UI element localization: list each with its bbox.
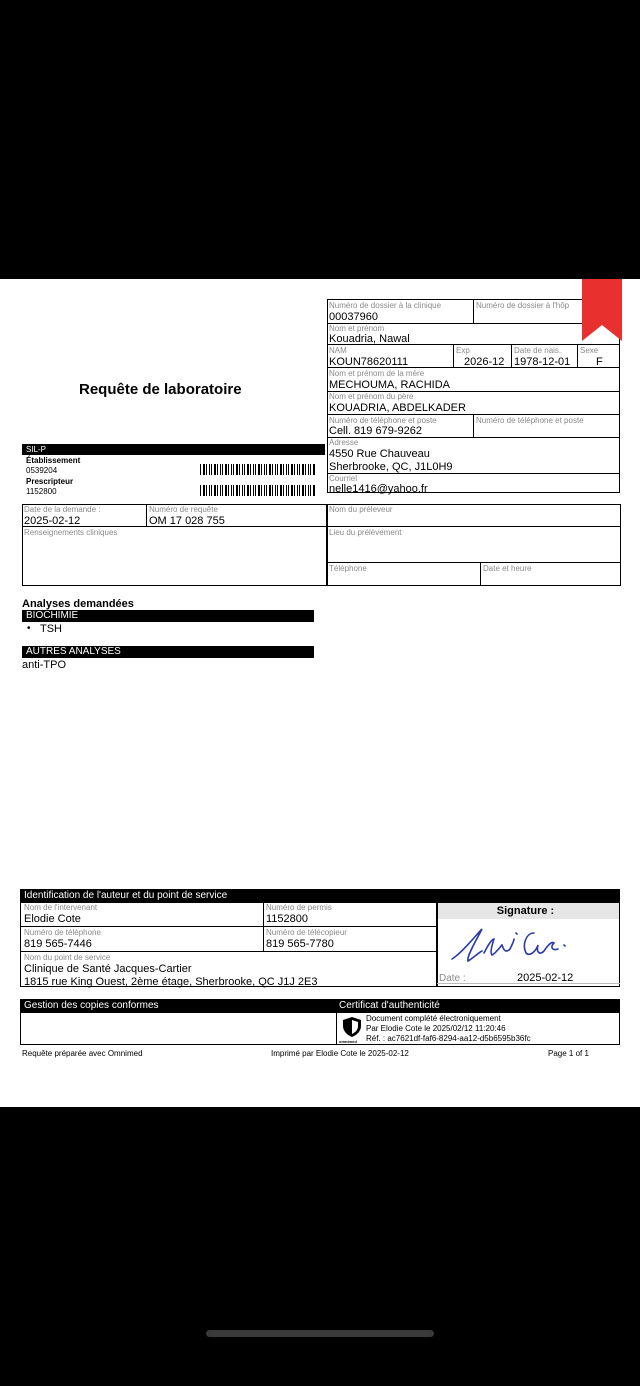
- footer-left-text: Requête préparée avec Omnimed: [22, 1049, 143, 1058]
- point-service-line2: 1815 rue King Ouest, 2ème étage, Sherbrooke, QC J1J 2E3: [24, 976, 318, 988]
- naissance-label: Date de nais.: [514, 346, 562, 355]
- page-title: Requête de laboratoire: [79, 381, 242, 398]
- signature-image: [448, 923, 578, 967]
- naissance-value: 1978-12-01: [514, 356, 571, 368]
- requete-value: OM 17 028 755: [149, 515, 225, 527]
- intervenant-value: Elodie Cote: [24, 913, 81, 925]
- nam-label: NAM: [329, 346, 347, 355]
- pere-value: KOUADRIA, ABDELKADER: [329, 402, 466, 414]
- dossier-hopital-label: Numéro de dossier à l'hôp: [476, 301, 570, 310]
- certificat-line2: Par Elodie Cote le 2025/02/12 11:20:46: [366, 1024, 506, 1033]
- adresse-line1: 4550 Rue Chauveau: [329, 448, 430, 460]
- preleveur-label: Nom du préleveur: [329, 505, 393, 514]
- omnimed-logo-text: omnimed: [339, 1039, 357, 1044]
- auteur-header: Identification de l'auteur et du point de service: [20, 889, 620, 902]
- date-demande-value: 2025-02-12: [24, 515, 81, 527]
- mere-value: MECHOUMA, RACHIDA: [329, 379, 451, 391]
- permis-value: 1152800: [266, 913, 309, 925]
- etablissement-barcode: [200, 464, 315, 475]
- telephone-prelevement-label: Téléphone: [329, 564, 367, 573]
- signature-date-value: 2025-02-12: [517, 972, 574, 984]
- certificat-line1: Document complété électroniquement: [366, 1014, 501, 1023]
- permis-label: Numéro de permis: [266, 903, 332, 912]
- lab-requisition-document: [0, 279, 640, 1107]
- prescripteur-label: Prescripteur: [26, 477, 74, 486]
- nom-label: Nom et prénom: [329, 324, 385, 333]
- point-service-line1: Clinique de Santé Jacques-Cartier: [24, 963, 192, 975]
- autres-analyses-header: AUTRES ANALYSES: [22, 646, 314, 658]
- telephone2-label: Numéro de téléphone et poste: [476, 416, 584, 425]
- bullet-icon: •: [27, 623, 31, 634]
- courriel-label: Courriel: [329, 474, 358, 483]
- courriel-value: nelle1416@yahoo.fr: [329, 483, 428, 495]
- dossier-value: 00037960: [329, 311, 378, 323]
- telecopieur-value: 819 565-7780: [266, 938, 334, 950]
- prescripteur-barcode: [200, 485, 315, 496]
- biochimie-header: BIOCHIMIE: [22, 610, 314, 622]
- requete-label: Numéro de requête: [149, 505, 218, 514]
- exp-value: 2026-12: [464, 356, 505, 368]
- silp-header: SIL-P: [22, 444, 325, 455]
- date-demande-label: Date de la demande :: [24, 505, 101, 514]
- pere-label: Nom et prénom du père: [329, 392, 414, 401]
- dossier-label: Numéro de dossier à la clinique: [329, 301, 442, 310]
- nom-value: Kouadria, Nawal: [329, 333, 410, 345]
- adresse-label: Adresse: [329, 438, 359, 447]
- nam-value: KOUN78620111: [329, 356, 409, 368]
- etablissement-label: Établissement: [26, 456, 81, 465]
- bookmark-icon: [582, 279, 622, 341]
- page-number: Page 1 of 1: [548, 1049, 589, 1058]
- renseignements-label: Renseignements cliniques: [24, 528, 118, 537]
- point-service-label: Nom du point de service: [24, 953, 111, 962]
- date-heure-label: Date et heure: [483, 564, 532, 573]
- footer-center-text: Imprimé par Elodie Cote le 2025-02-12: [271, 1049, 409, 1058]
- signature-header: Signature :: [496, 905, 555, 917]
- copies-header: Gestion des copies conformes: [20, 999, 335, 1012]
- exp-label: Exp: [456, 346, 470, 355]
- sexe-value: F: [596, 356, 603, 368]
- signature-date-label: Date :: [439, 973, 466, 984]
- auteur-tel-label: Numéro de téléphone: [24, 928, 101, 937]
- certificat-line3: Réf. : ac7621df-faf6-8294-aa12-d5b6595b36fc: [366, 1034, 531, 1043]
- adresse-line2: Sherbrooke, QC, J1L0H9: [329, 461, 453, 473]
- analyse-tsh: TSH: [40, 623, 62, 635]
- mere-label: Nom et prénom de la mère: [329, 369, 425, 378]
- lieu-prelevement-label: Lieu du prélèvement: [329, 528, 402, 537]
- telephone-label: Numéro de téléphone et poste: [329, 416, 437, 425]
- telecopieur-label: Numéro de télécopieur: [266, 928, 347, 937]
- home-indicator[interactable]: [206, 1330, 434, 1337]
- sexe-label: Sexe: [580, 346, 599, 355]
- auteur-tel-value: 819 565-7446: [24, 938, 92, 950]
- analyses-heading: Analyses demandées: [22, 598, 134, 610]
- telephone-value: Cell. 819 679-9262: [329, 425, 422, 437]
- analyse-anti-tpo: anti-TPO: [22, 659, 67, 671]
- prescripteur-value: 1152800: [26, 487, 57, 496]
- etablissement-value: 0539204: [26, 466, 58, 475]
- omnimed-shield-icon: [341, 1016, 363, 1038]
- intervenant-label: Nom de l'intervenant: [24, 903, 98, 912]
- certificat-header: Certificat d'authenticité: [335, 999, 620, 1012]
